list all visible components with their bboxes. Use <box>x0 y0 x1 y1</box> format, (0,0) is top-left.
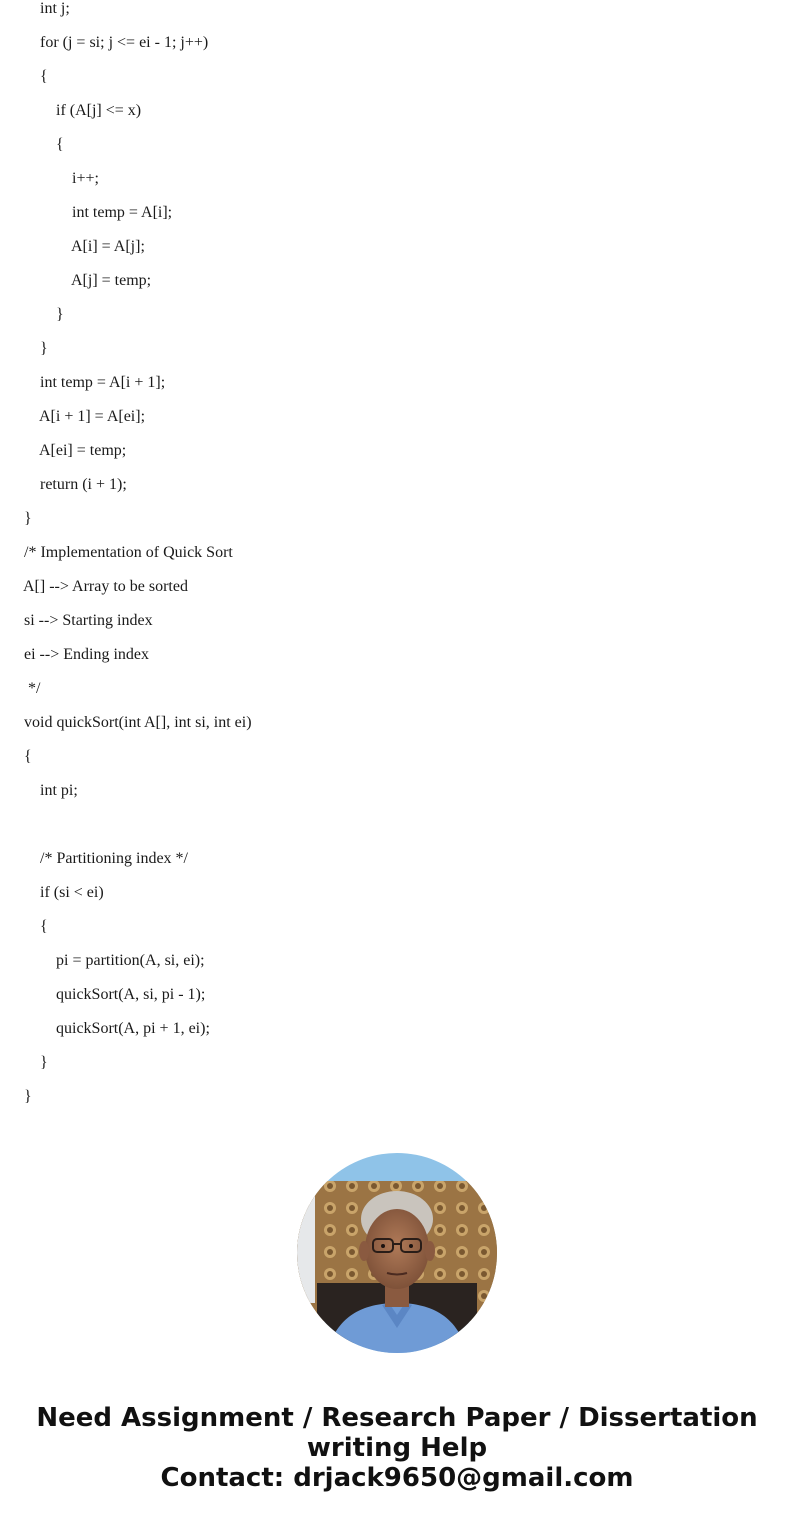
code-line: i++; <box>72 170 99 187</box>
code-line: quickSort(A, si, pi - 1); <box>56 986 206 1003</box>
code-comment-line: */ <box>28 680 41 697</box>
author-avatar <box>297 1153 497 1353</box>
code-line: if (si < ei) <box>40 884 104 901</box>
code-line: A[j] = temp; <box>71 272 152 289</box>
code-comment-line: /* Partitioning index */ <box>40 850 188 867</box>
code-line: } <box>56 306 64 323</box>
code-line: pi = partition(A, si, ei); <box>56 952 205 969</box>
code-line: for (j = si; j <= ei - 1; j++) <box>40 34 209 51</box>
code-line: { <box>40 918 48 935</box>
code-line: A[ei] = temp; <box>39 442 127 459</box>
code-line: int j; <box>40 0 70 17</box>
promo-line-2: writing Help <box>306 1433 488 1463</box>
code-line: { <box>40 68 48 85</box>
author-photo <box>297 1153 497 1353</box>
code-comment-line: /* Implementation of Quick Sort <box>24 544 233 561</box>
code-line: void quickSort(int A[], int si, int ei) <box>24 714 252 731</box>
code-line: { <box>56 136 64 153</box>
promo-line-1: Need Assignment / Research Paper / Dissertation <box>36 1403 758 1433</box>
code-line: } <box>40 340 48 357</box>
code-line: int pi; <box>40 782 78 799</box>
code-line: quickSort(A, pi + 1, ei); <box>56 1020 210 1037</box>
code-line: int temp = A[i]; <box>72 204 173 221</box>
code-line: } <box>40 1054 48 1071</box>
code-line: { <box>24 748 32 765</box>
code-comment-line: ei --> Ending index <box>24 646 149 663</box>
code-line: return (i + 1); <box>40 476 127 493</box>
code-line: } <box>24 510 32 527</box>
promo-contact: Contact: drjack9650@gmail.com <box>160 1463 634 1493</box>
code-line: int temp = A[i + 1]; <box>40 374 166 391</box>
code-comment-line: si --> Starting index <box>24 612 153 629</box>
code-line: } <box>24 1088 32 1105</box>
code-comment-line: A[] --> Array to be sorted <box>23 578 188 595</box>
promo-banner <box>0 1403 794 1493</box>
code-line: A[i] = A[j]; <box>71 238 145 255</box>
code-blank-line <box>0 808 794 842</box>
code-line: A[i + 1] = A[ei]; <box>39 408 146 425</box>
code-line: if (A[j] <= x) <box>56 102 142 119</box>
